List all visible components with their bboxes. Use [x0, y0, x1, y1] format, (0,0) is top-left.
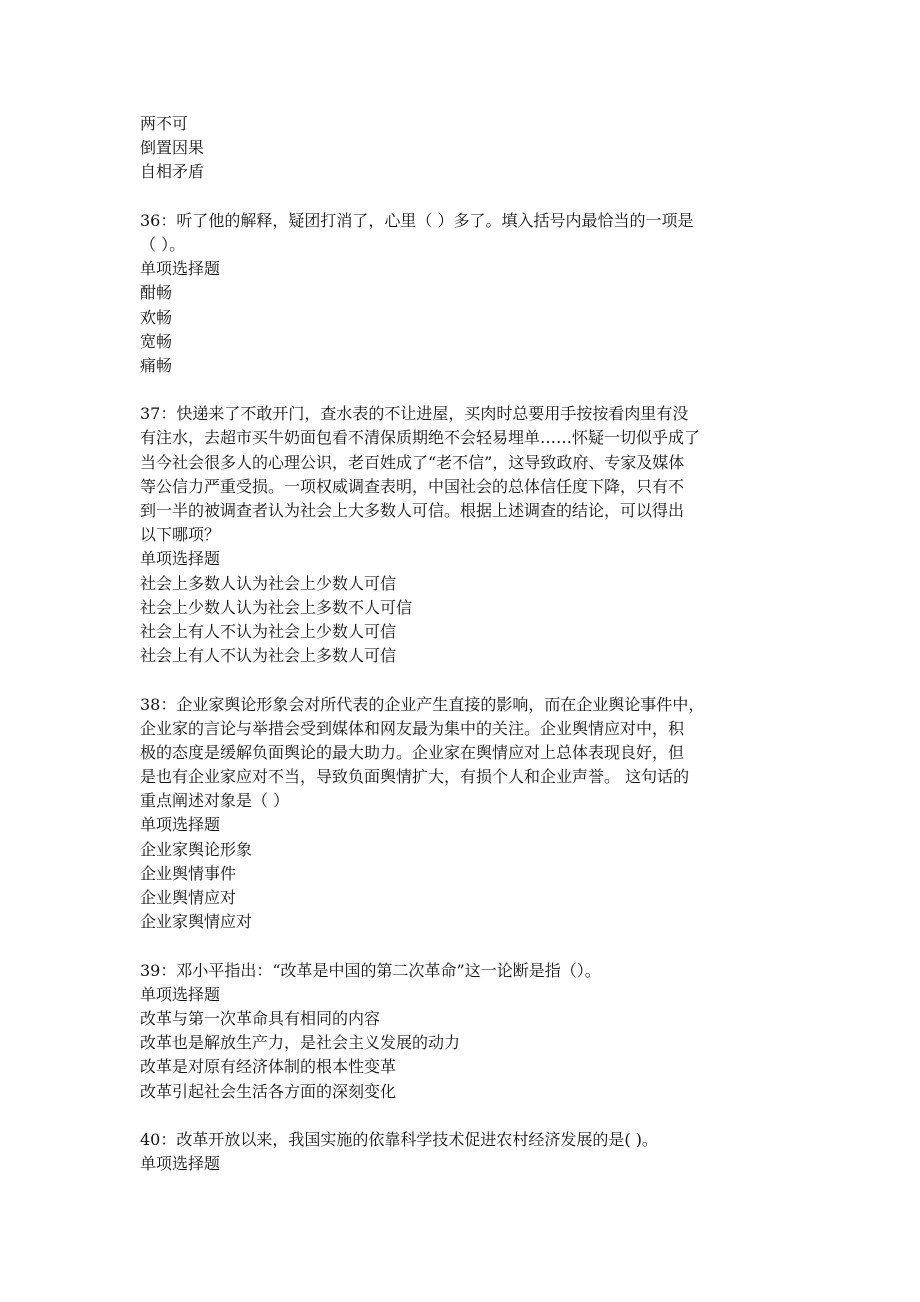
paragraph-gap — [140, 1104, 790, 1128]
option-text: 企业家舆论形象 — [140, 839, 253, 859]
option-text: 社会上有人不认为社会上多数人可信 — [140, 646, 397, 666]
question-stem-line: 37：快递来了不敢开门，查水表的不让进屋，买肉时总要用手按按看肉里有没 — [140, 404, 689, 424]
question-stem-line: 到一半的被调查者认为社会上大多数人可信。根据上述调查的结论，可以得出 — [140, 501, 685, 520]
question-stem-line: （ ）。 — [140, 234, 186, 254]
question-stem-line: 有注水，去超市买牛奶面包看不清保质期绝不会轻易埋单……怀疑一切似乎成了 — [140, 428, 701, 448]
question-type-label: 单项选择题 — [140, 549, 221, 569]
option-text: 企业舆情应对 — [140, 888, 237, 907]
option-text: 痛畅 — [140, 355, 173, 375]
question-stem-line: 极的态度是缓解负面舆论的最大助力。企业家在舆情应对上总体表现良好，但 — [140, 742, 685, 762]
option-text: 欢畅 — [140, 307, 173, 327]
option-text: 社会上少数人认为社会上多数不人可信 — [140, 597, 413, 617]
question-type-label: 单项选择题 — [140, 984, 221, 1004]
question-stem-line: 当今社会很多人的心理公识，老百姓成了“老不信”，这导致政府、专家及媒体 — [140, 452, 685, 472]
option-text: 企业舆情事件 — [140, 863, 237, 883]
option-text: 自相矛盾 — [140, 162, 205, 182]
option-text: 倒置因果 — [140, 138, 205, 158]
option-text: 改革引起社会生活各方面的深刻变化 — [140, 1081, 397, 1101]
question-stem-line: 39：邓小平指出：“改革是中国的第二次革命”这一论断是指（）。 — [140, 960, 601, 980]
question-stem-line: 36：听了他的解释，疑团打消了，心里（ ）多了。填入括号内最恰当的一项是 — [140, 210, 694, 230]
question-stem-line: 40：改革开放以来，我国实施的依靠科学技术促进农村经济发展的是( )。 — [140, 1129, 658, 1149]
question-stem-line: 等公信力严重受损。一项权威调查表明，中国社会的总体信任度下降，只有不 — [140, 476, 685, 496]
option-text: 酣畅 — [140, 283, 173, 303]
question-stem-line: 以下哪项？ — [140, 525, 221, 545]
option-text: 改革也是解放生产力，是社会主义发展的动力 — [140, 1033, 461, 1053]
question-stem-line: 企业家的言论与举措会受到媒体和网友最为集中的关注。企业舆情应对中，积 — [140, 718, 685, 738]
paragraph-gap — [140, 185, 790, 209]
question-type-label: 单项选择题 — [140, 815, 221, 835]
question-type-label: 单项选择题 — [140, 259, 221, 279]
option-text: 企业家舆情应对 — [140, 912, 253, 932]
question-stem-line: 38：企业家舆论形象会对所代表的企业产生直接的影响，而在企业舆论事件中， — [140, 694, 705, 714]
question-type-label: 单项选择题 — [140, 1154, 221, 1174]
option-text: 宽畅 — [140, 331, 173, 351]
option-text: 改革与第一次革命具有相同的内容 — [140, 1008, 381, 1028]
exam-page — [140, 112, 790, 1176]
option-text: 改革是对原有经济体制的根本性变革 — [140, 1057, 397, 1077]
option-text: 两不可 — [140, 114, 189, 133]
question-stem-line: 重点阐述对象是（ ） — [140, 791, 290, 811]
paragraph-gap — [140, 934, 790, 958]
paragraph-gap — [140, 378, 790, 402]
option-text: 社会上有人不认为社会上少数人可信 — [140, 621, 397, 641]
option-text: 社会上多数人认为社会上少数人可信 — [140, 573, 397, 593]
paragraph-gap — [140, 668, 790, 692]
question-stem-line: 是也有企业家应对不当，导致负面舆情扩大，有损个人和企业声誉。 这句话的 — [140, 767, 690, 787]
